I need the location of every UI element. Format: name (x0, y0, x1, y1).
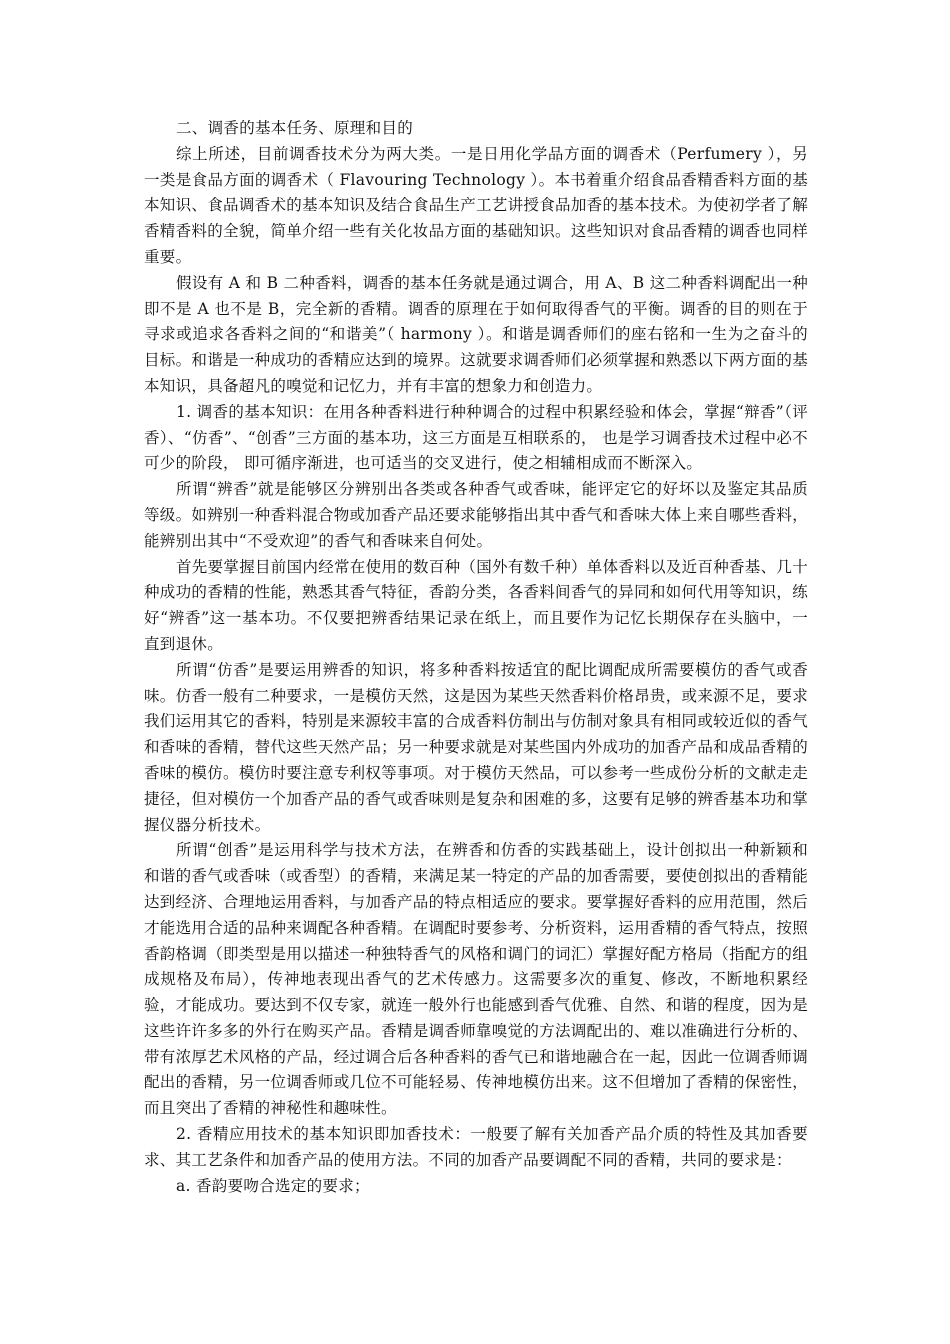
paragraph-basic-task: 假设有 A 和 B 二种香料，调香的基本任务就是通过调合，用 A、B 这二种香料调配出一种即不是 A 也不是 B，完全新的香精。调香的原理在于如何取得香气的平衡。调香的目的则在于寻求或追求各香料之间的“和谐美”（ harmony ）。和谐是调香师们的座右铭和一生为之奋斗的目标。和谐是一种成功的香精应达到的境界。这就要求调香师们必须掌握和熟悉以下两方面的基本知识，具备超凡的嗅觉和记忆力，并有丰富的想象力和创造力。 (144, 273, 808, 395)
section-heading: 二、调香的基本任务、原理和目的 (176, 119, 414, 137)
paragraph-chuangxiang: 所谓“创香”是运用科学与技术方法，在辨香和仿香的实践基础上，设计创拟出一种新颖和和谐的香气或香味（或香型）的香精，来满足某一特定的产品的加香需要，要使创拟出的香精能达到经济、合理地运用香料，与加香产品的特点相适应的要求。要掌握好香料的应用范围，然后才能选用合适的品种来调配各种香精。在调配时要参考、分析资料，运用香精的香气特点，按照香韵格调（即类型是用以描述一种独特香气的风格和调门的词汇）掌握好配方格局（指配方的组成规格及布局），传神地表现出香气的艺术传感力。这需要多次的重复、修改，不断地积累经验，才能成功。要达到不仅专家，就连一般外行也能感到香气优雅、自然、和谐的程度，因为是这些许许多多的外行在购买产品。香精是调香师靠嗅觉的方法调配出的、难以准确进行分析的、带有浓厚艺术风格的产品，经过调合后各种香料的香气已和谐地融合在一起，因此一位调香师调配出的香精，另一位调香师或几位不可能轻易、传神地模仿出来。这不但增加了香精的保密性，而且突出了香精的神秘性和趣味性。 (144, 841, 808, 1118)
document-body (144, 116, 808, 1199)
paragraph-bianxiang: 所谓“辨香”就是能够区分辨别出各类或各种香气或香味，能评定它的好坏以及鉴定其品质等级。如辨别一种香料混合物或加香产品还要求能够指出其中香气和香味大体上来自哪些香料，能辨别出其中“不受欢迎”的香气和香味来自何处。 (144, 480, 808, 550)
paragraph-item-1: 1. 调香的基本知识：在用各种香料进行种种调合的过程中积累经验和体会，掌握“辩香”（评香）、“仿香”、“创香”三方面的基本功，这三方面是互相联系的， 也是学习调香技术过程中必不可少的阶段， 即可循序渐进，也可适当的交叉进行，使之相辅相成而不断深入。 (144, 402, 808, 473)
paragraph-bianxiang-detail: 首先要掌握目前国内经常在使用的数百种（国外有数千种）单体香料以及近百种香基、几十种成功的香精的性能，熟悉其香气特征，香韵分类，各香料间香气的异同和如何代用等知识，练好“辨香”这一基本功。不仅要把辨香结果记录在纸上，而且要作为记忆长期保存在头脑中，一直到退休。 (144, 557, 809, 653)
paragraph-overview: 综上所述，目前调香技术分为两大类。一是日用化学品方面的调香术（Perfumery ），另一类是食品方面的调香术（ Flavouring Technology ）。本书着重介绍食品香精香料方面的基本知识、食品调香术的基本知识及结合食品生产工艺讲授食品加香的基本技术。为使初学者了解香精香料的全貌，简单介绍一些有关化妆品方面的基础知识。这些知识对食品香精的调香也同样重要。 (144, 144, 808, 266)
paragraph-fangxiang: 所谓“仿香”是要运用辨香的知识，将多种香料按适宜的配比调配成所需要模仿的香气或香味。仿香一般有二种要求，一是模仿天然，这是因为某些天然香料价格昂贵，或来源不足，要求我们运用其它的香料，特别是来源较丰富的合成香料仿制出与仿制对象具有相同或较近似的香气和香味的香精，替代这些天然产品；另一种要求就是对某些国内外成功的加香产品和成品香精的香味的模仿。模仿时要注意专利权等事项。对于模仿天然品，可以参考一些成份分析的文献走走捷径，但对模仿一个加香产品的香气或香味则是复杂和困难的多，这要有足够的辨香基本功和掌握仪器分析技术。 (144, 660, 808, 834)
paragraph-item-2: 2. 香精应用技术的基本知识即加香技术：一般要了解有关加香产品介质的特性及其加香要求、其工艺条件和加香产品的使用方法。不同的加香产品要调配不同的香精，共同的要求是： (144, 1125, 808, 1169)
paragraph-item-a: a. 香韵要吻合选定的要求； (176, 1176, 370, 1195)
